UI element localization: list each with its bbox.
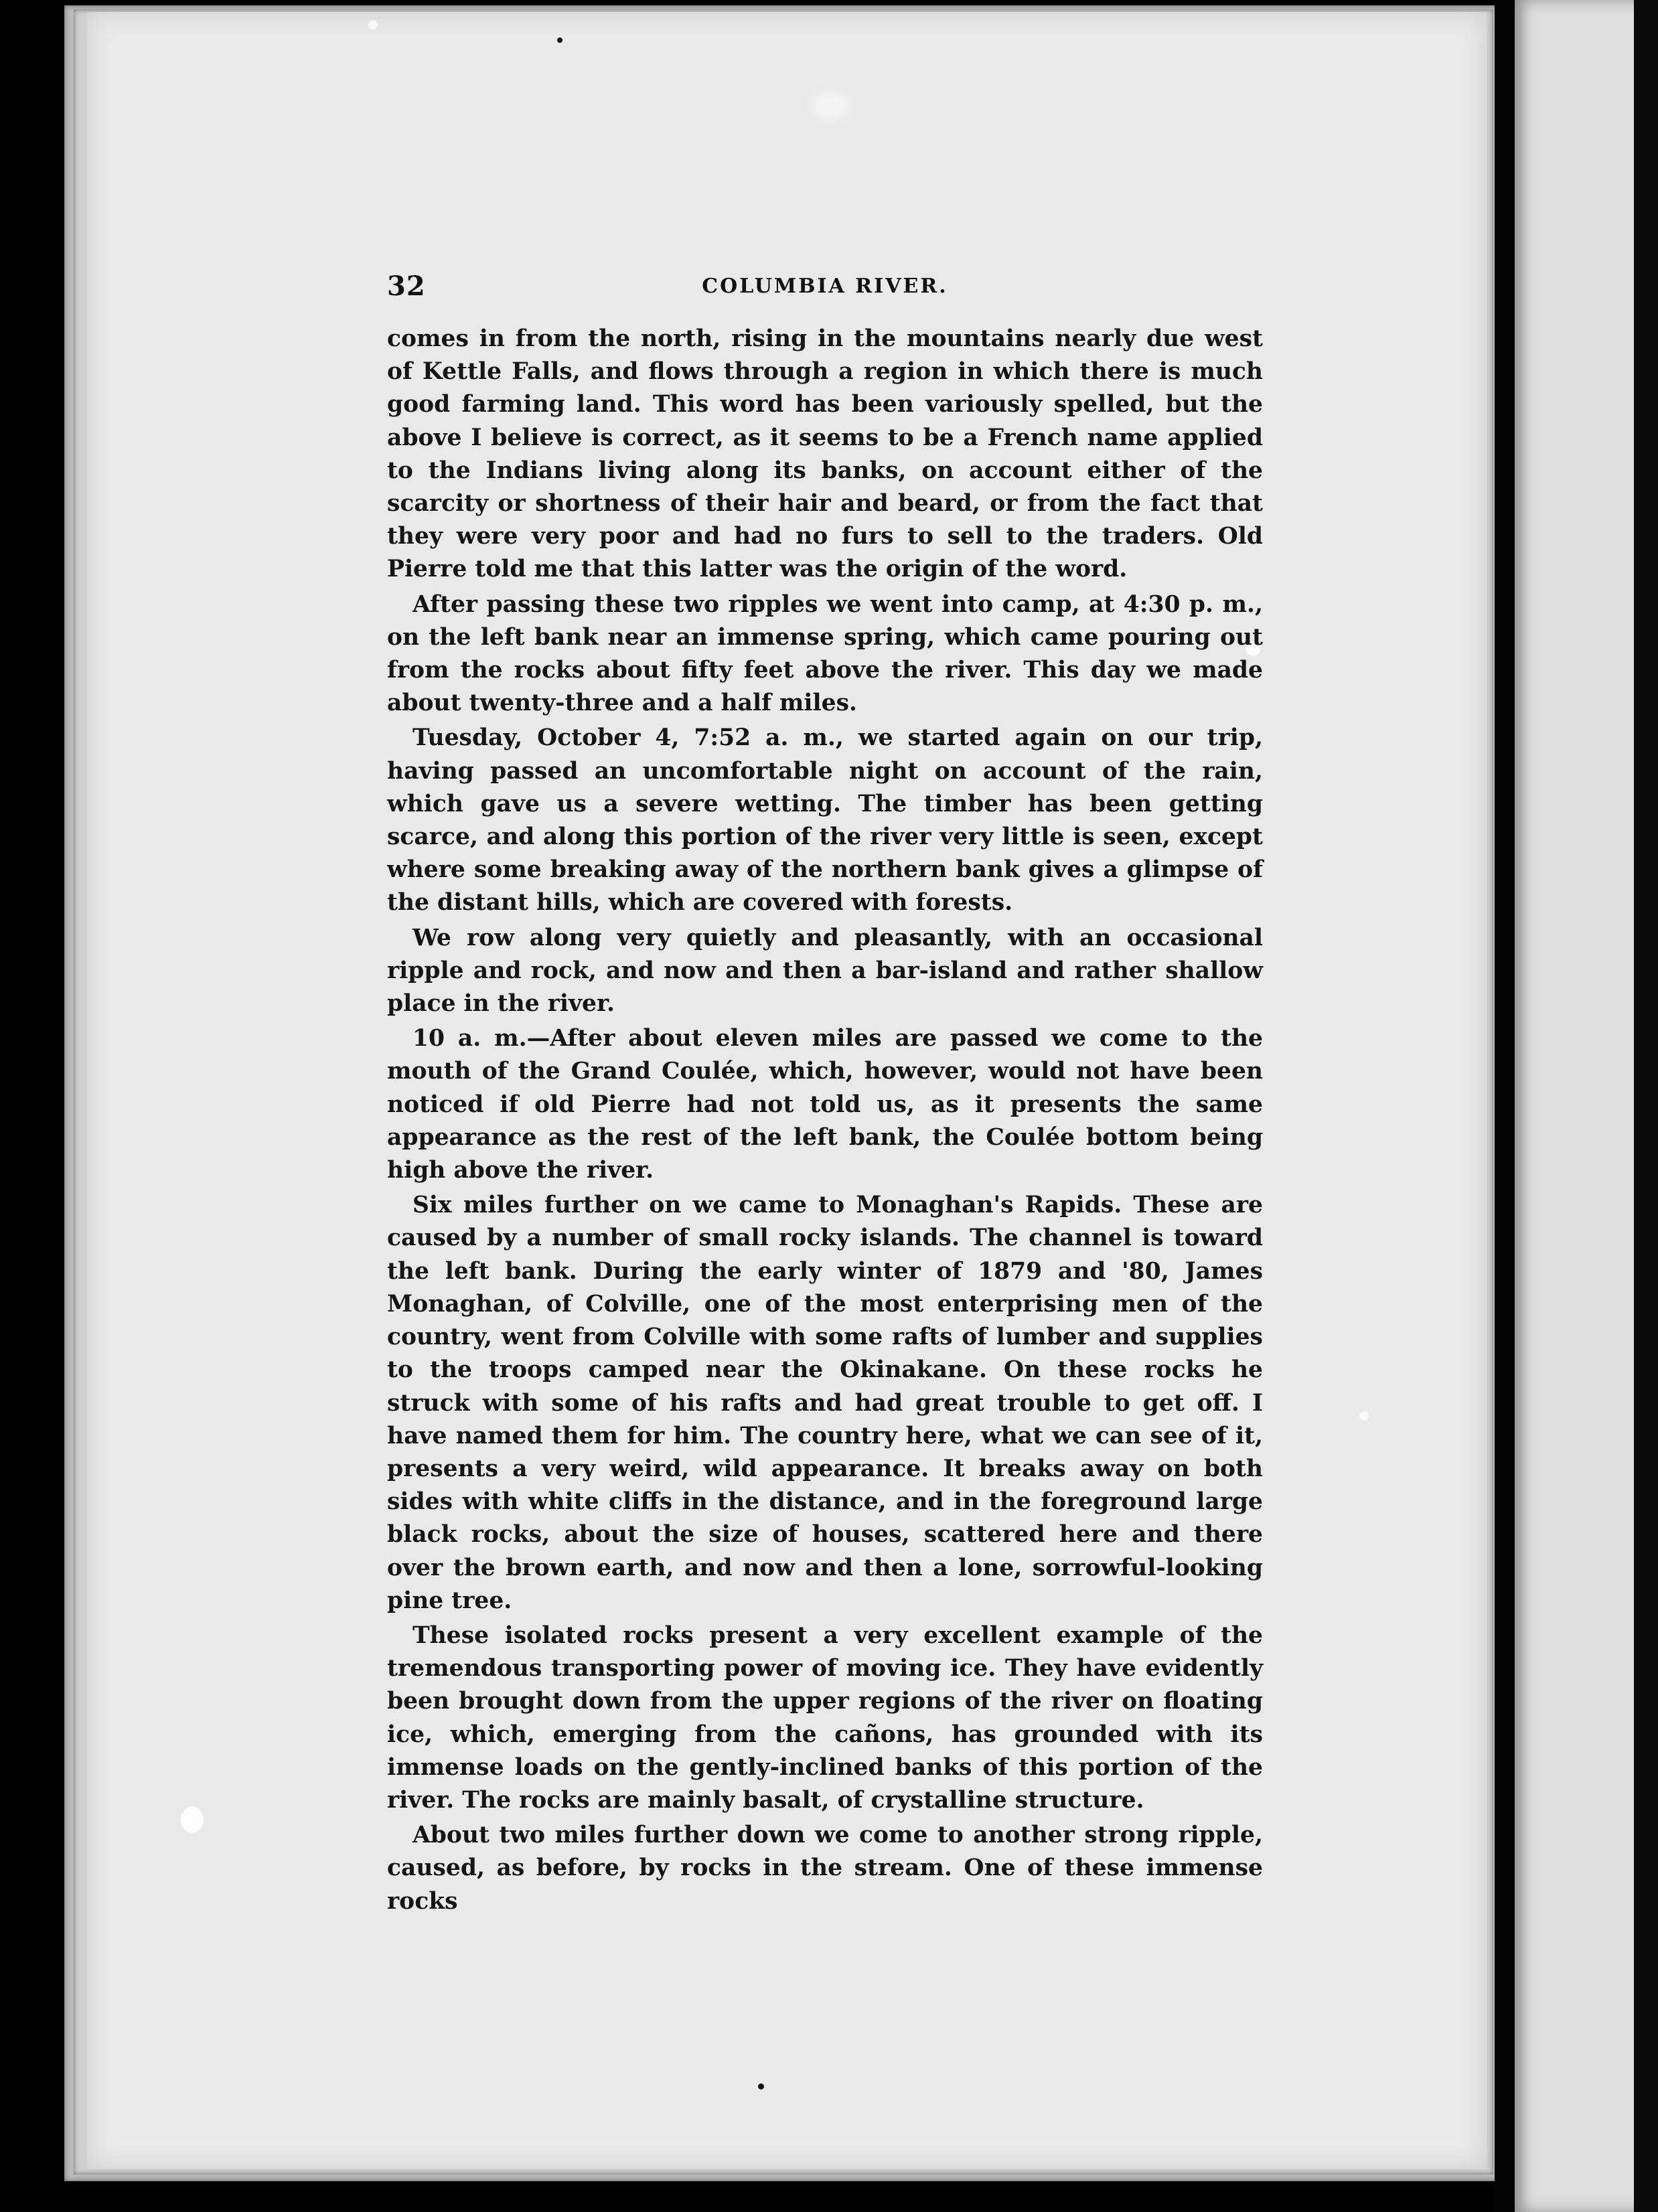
facing-page-shadow (1634, 0, 1658, 2212)
paragraph: About two miles further down we come to another strong ripple, caused, as before, by rocks in the stream. One of these immense rocks (387, 1822, 1263, 1915)
book-gutter (1495, 0, 1515, 2212)
page-number: 32 (387, 270, 426, 302)
paper-speck (1359, 1411, 1369, 1421)
paragraph: These isolated rocks present a very excellent example of the tremendous transporting power of moving ice. They have evidently been brought down from the upper regions of the river on floating ice, which, emerging from the cañons, has grounded with its immense loads on the gently-inclined banks of this portion of the river. The rocks are mainly basalt, of crystalline structure. (387, 1622, 1263, 1814)
paper-glare (810, 92, 850, 119)
running-head: COLUMBIA RIVER. (702, 274, 948, 298)
paragraph: 10 a. m.—After about eleven miles are passed we come to the mouth of the Grand Coulée, which, however, would not have been noticed if old Pierre had not told us, as it presents the same appearance as the rest of the left bank, the Coulée bottom being high above the river. (387, 1025, 1263, 1184)
paragraph: comes in from the north, rising in the mountains nearly due west of Kettle Falls, and flows through a region in which there is much good farming land. This word has been variously spelled, but the above I believe is correct, as it seems to be a French name applied to the Indians living along its banks, on account either of the scarcity or shortness of their hair and beard, or from the fact that they were very poor and had no furs to sell to the traders. Old Pierre told me that this latter was the origin of the word. (387, 325, 1263, 583)
paragraph: After passing these two ripples we went into camp, at 4:30 p. m., on the left bank near an immense spring, which came pouring out from the rocks about fifty feet above the river. This day we made about twenty-three and a half miles. (387, 590, 1263, 717)
page-header (387, 270, 1263, 305)
ink-dot (758, 2083, 764, 2089)
paragraph: Six miles further on we came to Monaghan's Rapids. These are caused by a number of small rocky islands. The channel is toward the left bank. During the early winter of 1879 and '80, James Monaghan, of Colville, one of the most enterprising men of the country, went from Colville with some rafts of lumber and supplies to the troops camped near the Okinakane. On these rocks he struck with some of his rafts and had great trouble to get off. I have named them for him. The country here, what we can see of it, presents a very weird, wild appearance. It breaks away on both sides with white cliffs in the distance, and in the foreground large black rocks, about the size of houses, scattered here and there over the brown earth, and now and then a lone, sorrowful-looking pine tree. (387, 1192, 1263, 1614)
paper-speck (181, 1806, 204, 1833)
ink-dot (557, 37, 562, 43)
paper-speck (368, 20, 378, 29)
paragraph: We row along very quietly and pleasantly, with an occasional ripple and rock, and now and then a bar-island and rather shallow place in the river. (387, 924, 1263, 1018)
body-text (387, 323, 1263, 1918)
paragraph: Tuesday, October 4, 7:52 a. m., we started again on our trip, having passed an uncomfortable night on account of the rain, which gave us a severe wetting. The timber has been getting scarce, and along this portion of the river very little is seen, except where some breaking away of the northern bank gives a glimpse of the distant hills, which are covered with forests. (387, 724, 1263, 917)
